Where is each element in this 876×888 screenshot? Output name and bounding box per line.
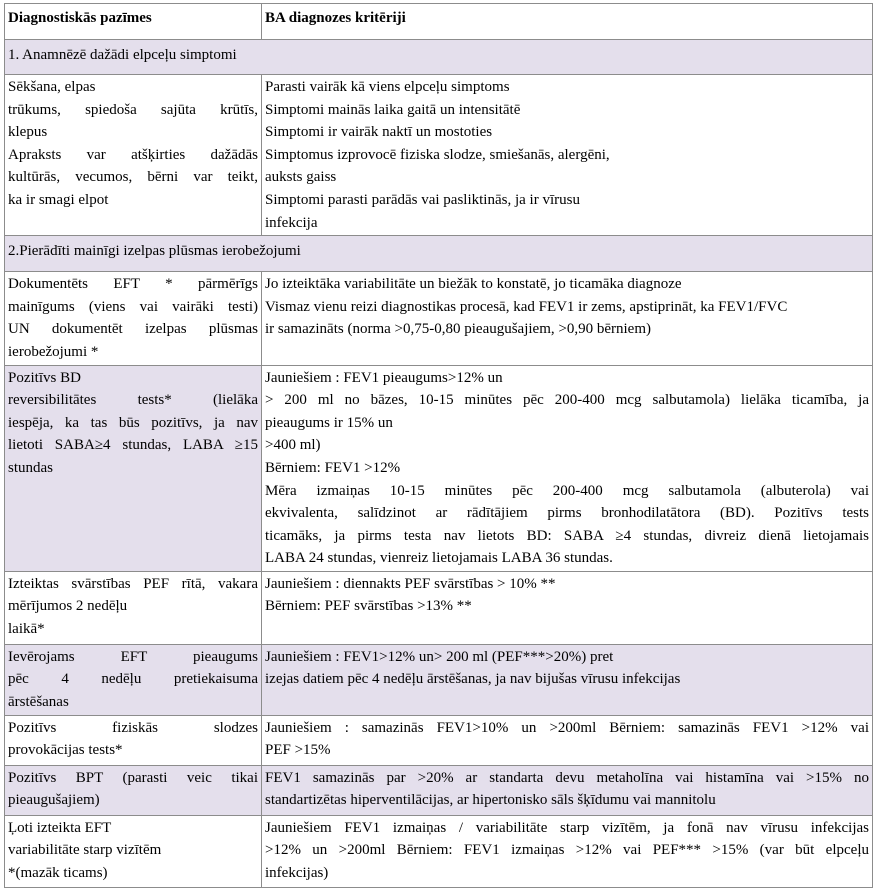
criteria-cell [262, 272, 873, 365]
sign-cell [5, 815, 262, 887]
text-line: Pozitīvs fiziskās slodzes [8, 719, 258, 736]
table-row [5, 715, 873, 765]
criteria-cell [262, 815, 873, 887]
text-line: klepus [8, 124, 48, 141]
text-line: ka ir smagi elpot [8, 191, 109, 208]
section-title: 2.Pierādīti mainīgi izelpas plūsmas ierobežojumi [5, 236, 873, 272]
table-row [5, 644, 873, 715]
text-line: Vismaz vienu reizi diagnostikas procesā, kad FEV1 ir zems, apstiprināt, ka FEV1/FVC [265, 298, 788, 315]
text-line: UN dokumentēt izelpas plūsmas [8, 321, 258, 338]
text-line: Simptomus izprovocē fiziska slodze, smiešanās, alergēni, [265, 146, 610, 163]
text-line: ticamāks, ja pirms testa nav lietots BD: SABA ≥4 stundas, divreiz dienā lietojamais [265, 527, 869, 544]
text-line: Bērniem: FEV1 >12% [265, 459, 401, 476]
text-line: Izteiktas svārstības PEF rītā, vakara [8, 575, 258, 592]
table-header-row [5, 4, 873, 40]
text-line: mērījumos 2 nedēļu [8, 598, 128, 615]
text-line: Jauniešiem : diennakts PEF svārstības > 10% ** [265, 575, 556, 592]
text-line: Apraksts var atšķirties dažādās [8, 146, 258, 163]
text-line: trūkums, spiedoša sajūta krūtīs, [8, 101, 258, 118]
table-row [5, 272, 873, 365]
criteria-cell [262, 715, 873, 765]
table-row [5, 365, 873, 571]
text-line: Simptomi parasti parādās vai pasliktinās, ja ir vīrusu [265, 191, 580, 208]
text-line: Sēkšana, elpas [8, 79, 96, 95]
text-line: >12% un >200ml Bērniem: FEV1 izmaiņas >12% vai PEF*** >15% (var būt elpceļu [265, 842, 869, 859]
text-line: Jo izteiktāka variabilitāte un biežāk to konstatē, jo ticamāka diagnoze [265, 276, 682, 293]
text-line: Parasti vairāk kā viens elpceļu simptoms [265, 79, 510, 95]
text-line: LABA 24 stundas, vienreiz lietojamais LABA 36 stundas. [265, 550, 613, 567]
text-line: laikā* [8, 621, 45, 638]
text-line: Simptomi ir vairāk naktī un mostoties [265, 124, 493, 141]
text-line: Bērniem: PEF svārstības >13% ** [265, 598, 472, 615]
text-line: Mēra izmaiņas 10-15 minūtes pēc 200-400 mcg salbutamola (albuterola) vai [265, 482, 869, 499]
header-criteria: BA diagnozes kritēriji [262, 4, 873, 40]
text-line: izejas datiem pēc 4 nedēļu ārstēšanas, ja nav bijušas vīrusu infekcijas [265, 671, 681, 688]
criteria-cell [262, 765, 873, 815]
text-line: standartizētas hiperventilācijas, ar hipertonisko sāls šķīdumu vai mannitolu [265, 792, 716, 809]
criteria-cell [262, 644, 873, 715]
text-line: provokācijas tests* [8, 742, 123, 759]
sign-cell [5, 571, 262, 644]
text-line: Jauniešiem : FEV1>12% un> 200 ml (PEF***>20%) pret [265, 648, 614, 665]
text-line: pēc 4 nedēļu pretiekaisuma [8, 671, 258, 688]
text-line: infekcija [265, 214, 318, 231]
text-line: Ievērojams EFT pieaugums [8, 648, 258, 665]
table-row [5, 75, 873, 236]
header-diagnostic-signs: Diagnostiskās pazīmes [5, 4, 262, 40]
text-line: >400 ml) [265, 437, 321, 454]
diagnostic-criteria-table [4, 3, 873, 888]
text-line: ekvivalenta, salīdzinot ar rādītājiem pirms bronhodilatātora (BD). Pozitīvs tests [265, 505, 869, 522]
text-line: ir samazināts (norma >0,75-0,80 pieaugušajiem, >0,90 bērniem) [265, 321, 651, 338]
text-line: Jauniešiem : samazinās FEV1>10% un >200ml Bērniem: samazinās FEV1 >12% vai [265, 719, 869, 736]
sign-cell [5, 765, 262, 815]
text-line: *(mazāk ticams) [8, 864, 108, 881]
text-line: pieaugums ir 15% un [265, 414, 393, 431]
text-line: Dokumentēts EFT * pārmērīgs [8, 276, 258, 293]
text-line: FEV1 samazinās par >20% ar standarta devu metaholīna vai histamīna vai >15% no [265, 769, 869, 786]
criteria-cell [262, 571, 873, 644]
text-line: Simptomi mainās laika gaitā un intensitātē [265, 101, 521, 118]
text-line: > 200 ml no bāzes, 10-15 minūtes pēc 200-400 mcg salbutamola) lielāka ticamība, ja [265, 392, 869, 409]
text-line: Jauniešiem : FEV1 pieaugums>12% un [265, 369, 503, 386]
table-row [5, 571, 873, 644]
sign-cell [5, 272, 262, 365]
text-line: infekcijas) [265, 864, 329, 881]
text-line: variabilitāte starp vizītēm [8, 842, 162, 859]
criteria-cell [262, 365, 873, 571]
sign-cell [5, 644, 262, 715]
text-line: ierobežojumi * [8, 343, 99, 360]
sign-cell [5, 75, 262, 236]
text-line: kultūrās, vecumos, bērni var teikt, [8, 169, 258, 186]
text-line: lietoti SABA≥4 stundas, LABA ≥15 [8, 437, 258, 454]
text-line: Pozitīvs BD [8, 369, 81, 386]
table-row [5, 765, 873, 815]
table-row [5, 815, 873, 887]
sign-cell [5, 365, 262, 571]
text-line: pieaugušajiem) [8, 792, 100, 809]
text-line: Pozitīvs BPT (parasti veic tikai [8, 769, 258, 786]
sign-cell [5, 715, 262, 765]
section-row [5, 236, 873, 272]
text-line: Ļoti izteikta EFT [8, 819, 112, 836]
criteria-cell [262, 75, 873, 236]
text-line: auksts gaiss [265, 169, 337, 186]
text-line: Jauniešiem FEV1 izmaiņas / variabilitāte starp vizītēm, ja fonā nav vīrusu infekcijas [265, 819, 869, 836]
text-line: ārstēšanas [8, 694, 69, 711]
text-line: mainīgums (viens vai vairāki testi) [8, 298, 258, 315]
text-line: stundas [8, 459, 53, 476]
text-line: reversibilitātes tests* (lielāka [8, 392, 258, 409]
section-row [5, 40, 873, 75]
section-title: 1. Anamnēzē dažādi elpceļu simptomi [5, 40, 873, 75]
text-line: PEF >15% [265, 742, 331, 759]
text-line: iespēja, ka tas būs pozitīvs, ja nav [8, 414, 258, 431]
